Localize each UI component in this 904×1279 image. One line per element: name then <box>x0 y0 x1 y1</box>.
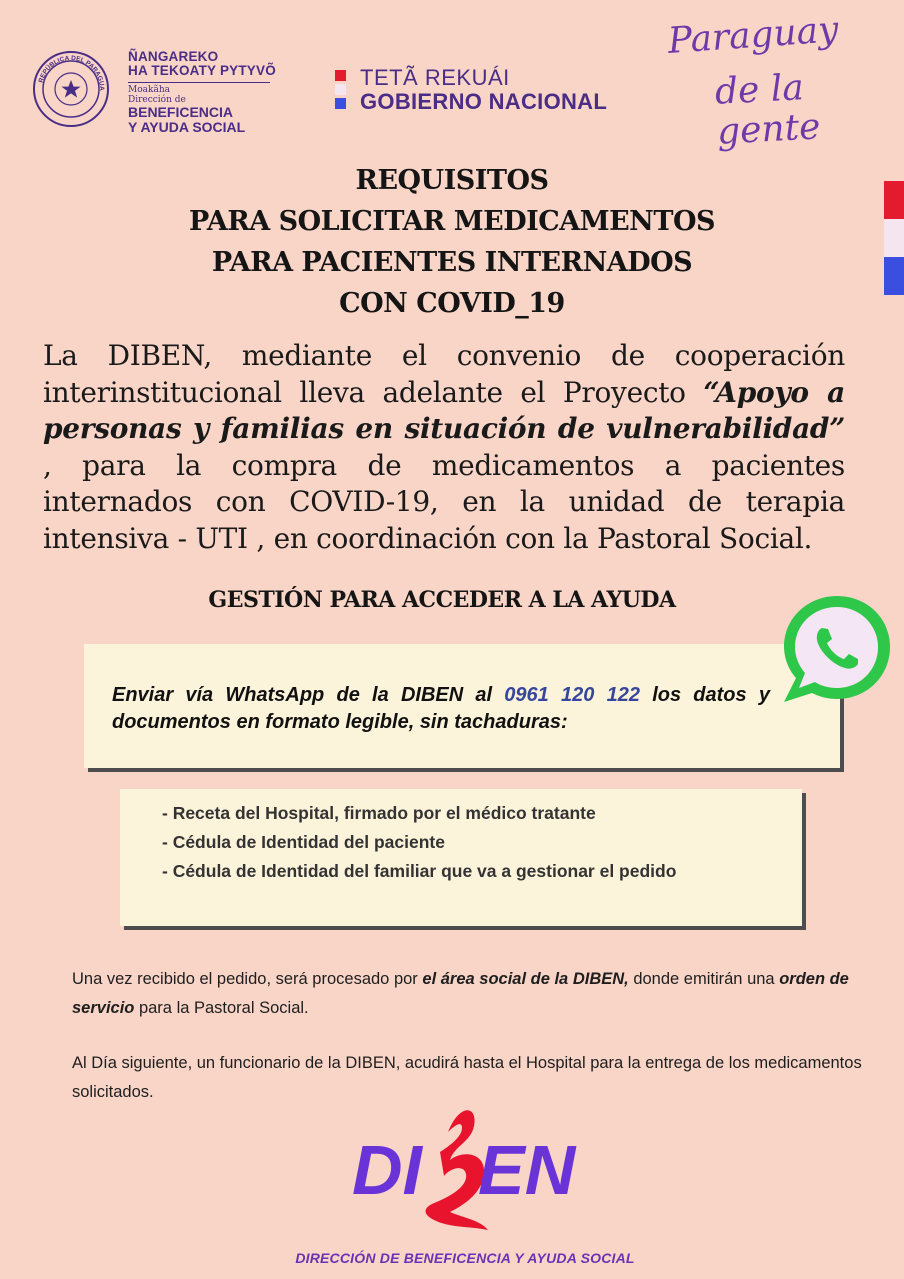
list-item: - Cédula de Identidad del familiar que va a gestionar el pedido <box>162 861 677 881</box>
list-item: - Receta del Hospital, firmado por el médico tratante <box>162 803 596 823</box>
list-item: - Cédula de Identidad del paciente <box>162 832 445 852</box>
p1-d: orden de servicio <box>72 970 849 1017</box>
slogan <box>666 9 898 153</box>
ministry-line1: ÑANGAREKO <box>128 49 219 64</box>
ministry-small1: Moakãha <box>128 85 170 95</box>
government-name <box>360 66 607 114</box>
p1-a: Una vez recibido el pedido, será procesado por <box>72 970 423 988</box>
p1-c: donde emitirán una <box>628 970 780 988</box>
section-subtitle: GESTIÓN PARA ACCEDER A LA AYUDA <box>208 587 676 613</box>
gov-line2: GOBIERNO NACIONAL <box>360 89 608 114</box>
mini-flag-icon <box>335 70 346 110</box>
ministry-small2: Dirección de <box>128 95 186 105</box>
requirements-box <box>120 789 802 926</box>
ministry-divider <box>128 82 270 83</box>
title-line3: PARA PACIENTES INTERNADOS <box>211 247 693 278</box>
intro-paragraph <box>43 338 845 557</box>
whatsapp-text-before: Enviar vía WhatsApp de la DIBEN al <box>112 684 505 706</box>
process-paragraph-1 <box>72 965 862 1023</box>
footer-text: DIRECCIÓN DE BENEFICENCIA Y AYUDA SOCIAL <box>295 1250 635 1266</box>
national-seal-icon <box>32 50 110 128</box>
ministry-line3: BENEFICENCIA <box>128 104 234 120</box>
slogan-line1: Paraguay <box>666 9 840 62</box>
whatsapp-instructions-box <box>84 644 840 768</box>
process-paragraph-2: Al Día siguiente, un funcionario de la DIBEN, acudirá hasta el Hospital para la entrega de los medicamentos solicitados. <box>72 1054 862 1101</box>
whatsapp-icon[interactable] <box>778 590 896 708</box>
title-line1: REQUISITOS <box>355 165 549 196</box>
gov-line1: TETÃ REKUÁI <box>360 65 510 90</box>
intro-before: La DIBEN, mediante el convenio de cooperación interinstitucional lleva adelante el Proyecto <box>43 339 845 409</box>
slogan-line2: de la gente <box>713 67 822 153</box>
page-title <box>0 160 904 324</box>
title-line2: PARA SOLICITAR MEDICAMENTOS <box>189 206 715 237</box>
diben-logo-icon <box>350 1102 580 1232</box>
intro-after: , para la compra de medicamentos a pacientes internados con COVID-19, en la unidad de terapia intensiva - UTI , en coordinación con la Pastoral Social. <box>43 448 845 555</box>
p1-b: el área social de la DIBEN, <box>422 970 629 988</box>
whatsapp-instructions <box>112 682 770 736</box>
project-name: “Apoyo a personas y familias en situación de vulnerabilidad” <box>43 375 845 445</box>
title-line4: CON COVID_19 <box>339 288 565 319</box>
whatsapp-text-after: los datos y documentos en formato legible, sin tachaduras: <box>112 684 770 733</box>
requirements-list <box>120 789 802 886</box>
ministry-name <box>128 50 318 135</box>
whatsapp-phone[interactable]: 0961 120 122 <box>504 684 640 706</box>
seal-text: REPÚBLICA DEL PARAGUA <box>37 54 106 91</box>
p1-e: para la Pastoral Social. <box>134 999 309 1017</box>
logo-text-left: DI <box>352 1131 422 1209</box>
ministry-line4: Y AYUDA SOCIAL <box>128 119 246 135</box>
logo-text-right: EN <box>478 1131 576 1209</box>
ministry-line2: HA TEKOATY PYTYVÕ <box>128 63 276 78</box>
